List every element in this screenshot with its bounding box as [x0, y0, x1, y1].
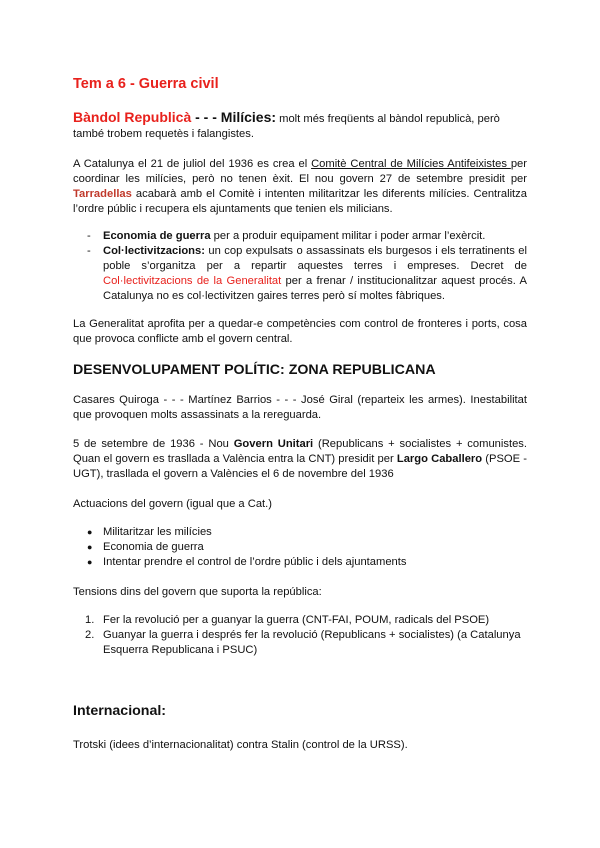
- dash-item-economia: [73, 229, 527, 244]
- bandol-text: molt més freqüents al bàndol republicà, però també trobem requetès i falangistes.: [73, 113, 500, 140]
- p1-text-1: A Catalunya el 21 de juliol del 1936 es crea el: [73, 158, 312, 170]
- govern-unitari-paragraph: [73, 437, 527, 482]
- dash-item-text: per a produir equipament militar i poder armar l’exèrcit.: [210, 230, 486, 242]
- dash-item-collectivitzacions: [73, 244, 527, 304]
- p4-text-1: 5 de setembre de 1936 - Nou: [73, 438, 234, 450]
- p4-text-3: (PSOE - UGT), traslladа el govern a Valències el 6 de novembre del 1936: [73, 453, 527, 480]
- p1-text-2: per coordinar les milícies, però no tenen èxit. El nou govern 27 de setembre presidit per: [73, 158, 527, 185]
- list-item-text: Guanyar la guerra i després fer la revolució (Republicans + socialistes) (a Catalunya Esquerra Republicana i PSUC): [103, 629, 521, 656]
- internacional-heading: Internacional:: [73, 703, 167, 719]
- p4-text-2: (Republicans + socialistes + comunistes. Quan el govern es trasllada a València entra la CNT) presidit per: [73, 438, 528, 465]
- tensions-paragraph: Tensions dins del govern que suporta la república:: [73, 586, 322, 598]
- catalunya-paragraph: [73, 157, 527, 217]
- list-item-text: Militaritzar les milícies: [103, 526, 212, 538]
- tensions-list: [73, 613, 527, 658]
- p1-text-3: acabarà amb el Comitè i intenten militaritzar les diferents milícies. Centralitza l’ordre públic i recupera els ajuntaments que tenien els milicians.: [73, 188, 527, 215]
- bandol-heading: Bàndol Republicà: [73, 109, 192, 125]
- actuacions-paragraph: Actuacions del govern (igual que a Cat.): [73, 498, 273, 510]
- bullet-icon: ●: [87, 527, 93, 537]
- govern-unitari-bold: Govern Unitari: [233, 438, 314, 450]
- largo-caballero-bold: Largo Caballero: [396, 453, 483, 465]
- comite-link: Comitè Central de Milícies Antifeixistes: [311, 158, 511, 170]
- list-item: [73, 613, 527, 628]
- generalitat-paragraph: La Generalitat aprofita per a quedar-e competències com control de fronteres i ports, cosa que provoca conflicte amb el govern central.: [73, 318, 527, 345]
- casares-paragraph: Casares Quiroga - - - Martínez Barrios - - - José Giral (reparteix les armes). Inestabilitat que provoquen molts assassinats a la rereguarda.: [73, 394, 527, 421]
- decret-red-text: Col·lectivitzacions de la Generalitat: [103, 275, 282, 287]
- dash-marker: -: [87, 230, 91, 242]
- section-heading: DESENVOLUPAMENT POLÍTIC: ZONA REPUBLICANA: [73, 362, 436, 378]
- dash-item-text: un cop expulsats o assassinats els burgesos i els terratinents el poble s’organitza per a repartir aquestes terres i empreses. Decret de: [103, 245, 527, 272]
- dash-item-bold: Economia de guerra: [103, 230, 211, 242]
- trotski-paragraph: Trotski (idees d’internacionalitat) contra Stalin (control de la URSS).: [73, 739, 408, 751]
- bullet-icon: ●: [87, 557, 93, 567]
- dash-item-bold: Col·lectivitzacions:: [103, 245, 205, 257]
- actuacions-list: [73, 525, 527, 570]
- list-item: [73, 555, 527, 570]
- bandol-paragraph: [73, 110, 527, 142]
- tarradellas-name: Tarradellas: [73, 188, 132, 200]
- dash-list: [73, 229, 527, 304]
- number-marker: 2.: [85, 629, 95, 641]
- bullet-icon: ●: [87, 542, 93, 552]
- list-item-text: Economia de guerra: [103, 541, 204, 553]
- list-item-text: Fer la revolució per a guanyar la guerra (CNT-FAI, POUM, radicals del PSOE): [103, 614, 490, 626]
- page-title: Tem a 6 - Guerra civil: [73, 76, 219, 92]
- dash-item-text-2: per a frenar / institucionalitzar aquest procés. A Catalunya no es col·lectivitzen gaires terres però sí moltes fàbriques.: [103, 275, 527, 302]
- dash-marker: -: [87, 245, 91, 257]
- list-item-text: Intentar prendre el control de l’ordre públic i dels ajuntaments: [103, 556, 407, 568]
- list-item: [73, 525, 527, 540]
- list-item: [73, 540, 527, 555]
- milicies-heading: Milícies:: [220, 109, 277, 125]
- list-item: [73, 628, 527, 658]
- bandol-separator: - - -: [191, 109, 221, 125]
- number-marker: 1.: [85, 614, 95, 626]
